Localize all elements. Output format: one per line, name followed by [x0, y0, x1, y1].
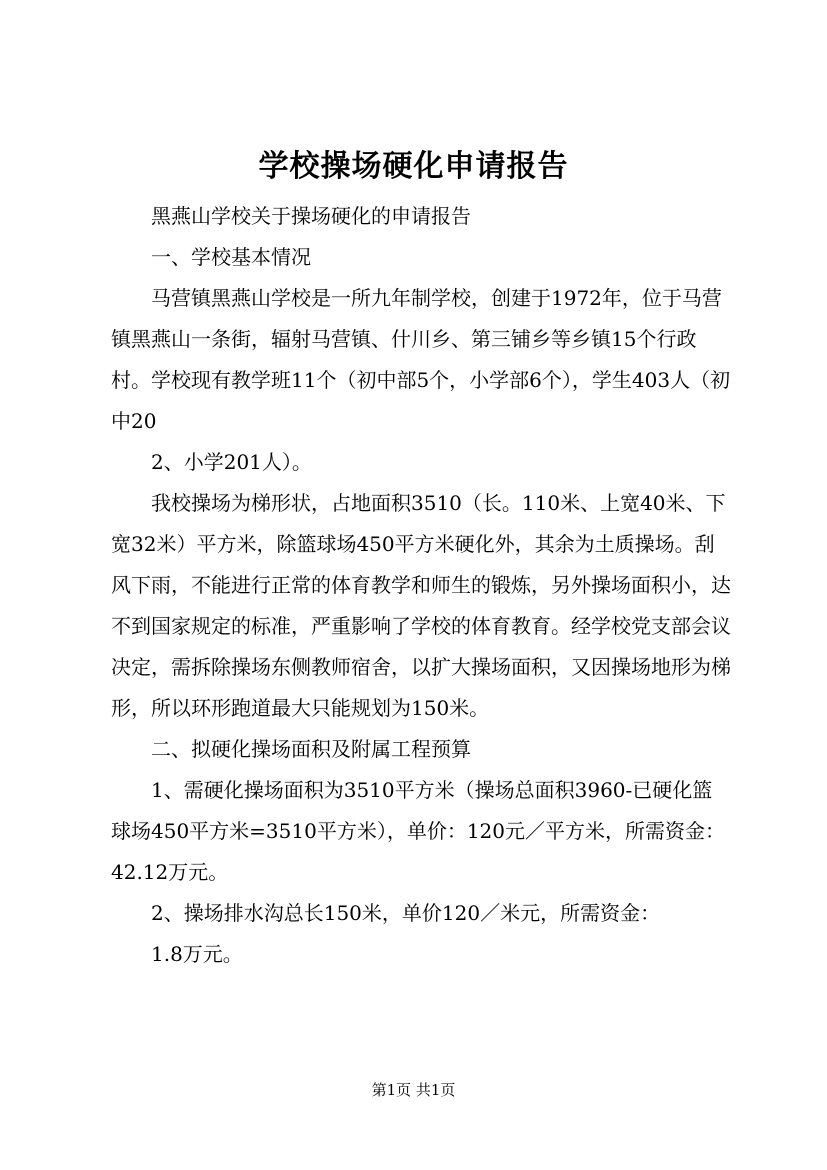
paragraph-hardening-area: 1、需硬化操场面积为3510平方米（操场总面积3960-已硬化篮球场450平方米=3510平方米），单价：120元／平方米，所需资金：42.12万元。: [111, 778, 726, 884]
paragraph-section-two-heading: 二、拟硬化操场面积及附属工程预算: [151, 737, 471, 761]
document-title: 学校操场硬化申请报告: [258, 149, 569, 184]
paragraph-drainage: 2、操场排水沟总长150米，单价120／米元，所需资金：: [151, 901, 661, 925]
paragraph-report-heading: 黑燕山学校关于操场硬化的申请报告: [151, 204, 471, 228]
paragraph-section-one-heading: 一、学校基本情况: [151, 245, 311, 269]
paragraph-playground-description: 我校操场为梯形状，占地面积3510（长。110米、上宽40米、下宽32米）平方米，除篮球场450平方米硬化外，其余为土质操场。刮风下雨，不能进行正常的体育教学和师生的锻炼，另外操场面积小，达不到国家规定的标准，严重影响了学校的体育教育。经学校党支部会议决定，需拆除操场东侧教师宿舍，以扩大操场面积，又因操场地形为梯形，所以环形跑道最大只能规划为150米。: [111, 491, 731, 720]
paragraph-primary-count: 2、小学201人）。: [151, 450, 312, 474]
paragraph-drainage-cost: 1.8万元。: [151, 942, 243, 966]
page-footer: 第1页 共1页: [371, 1081, 456, 1099]
paragraph-school-overview: 马营镇黑燕山学校是一所九年制学校，创建于1972年，位于马营镇黑燕山一条街，辐射马营镇、什川乡、第三铺乡等乡镇15个行政村。学校现有教学班11个（初中部5个，小学部6个），学生403人（初中20: [111, 286, 731, 433]
document-body: [111, 196, 731, 975]
